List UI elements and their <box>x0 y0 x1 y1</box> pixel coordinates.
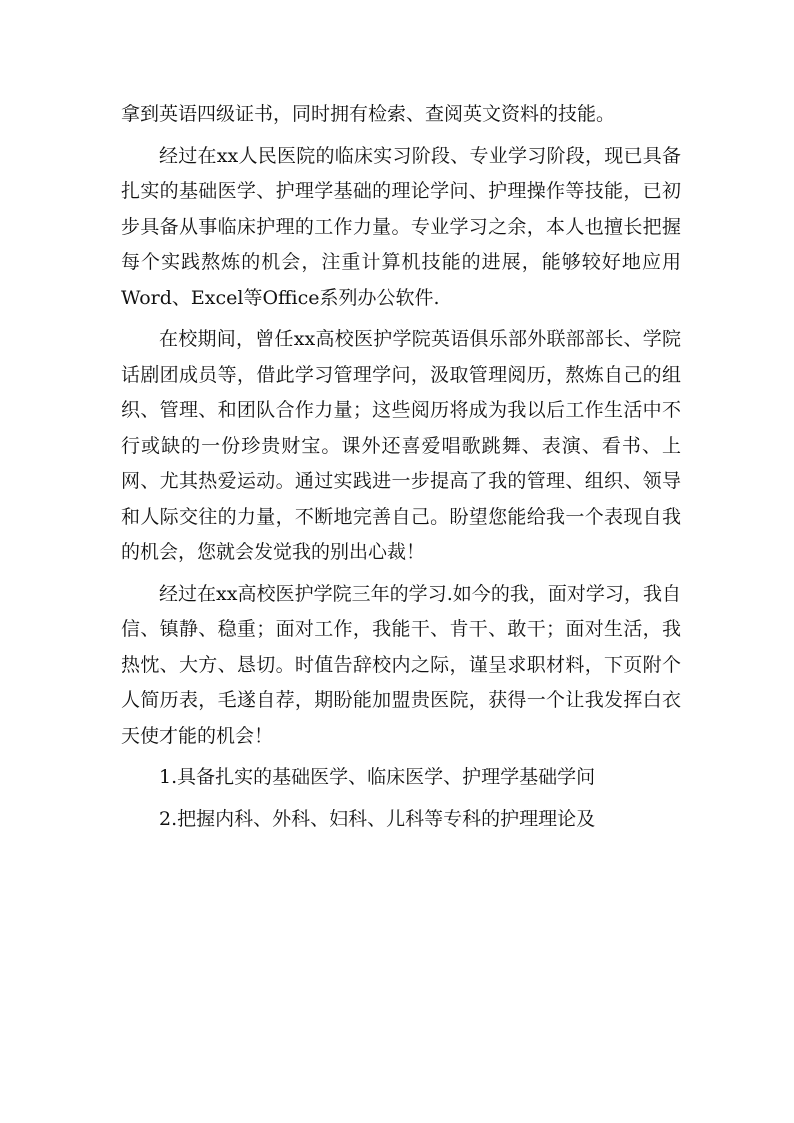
paragraph-self-recommendation: 经过在xx高校医护学院三年的学习.如今的我，面对学习，我自信、镇静、稳重；面对工作，我能干、肯干、敢干；面对生活，我热忱、大方、恳切。时值告辞校内之际，谨呈求职材料，下页附个人简历表，毛遂自荐，期盼能加盟贵医院，获得一个让我发挥白衣天使才能的机会！ <box>121 582 681 747</box>
list-item: 2.把握内科、外科、妇科、儿科等专科的护理理论及 <box>159 807 596 830</box>
paragraph-english-certificate: 拿到英语四级证书，同时拥有检索、查阅英文资料的技能。 <box>121 103 616 125</box>
list-item: 1.具备扎实的基础医学、临床医学、护理学基础学问 <box>159 766 596 788</box>
paragraph-clinical-internship: 经过在xx人民医院的临床实习阶段、专业学习阶段，现已具备扎实的基础医学、护理学基础的理论学问、护理操作等技能，已初步具备从事临床护理的工作力量。专业学习之余，本人也擅长把握每个实践熬炼的机会，注重计算机技能的进展，能够较好地应用Word、Excel等Office系列办公软件. <box>121 144 681 309</box>
paragraph-campus-activities: 在校期间，曾任xx高校医护学院英语俱乐部外联部部长、学院话剧团成员等，借此学习管理学问，汲取管理阅历，熬炼自己的组织、管理、和团队合作力量；这些阅历将成为我以后工作生活中不行或缺的一份珍贵财宝。课外还喜爱唱歌跳舞、表演、看书、上网、尤其热爱运动。通过实践进一步提高了我的管理、组织、领导和人际交往的力量，不断地完善自己。盼望您能给我一个表现自我的机会，您就会发觉我的别出心裁！ <box>121 328 681 563</box>
document-body <box>121 97 681 843</box>
